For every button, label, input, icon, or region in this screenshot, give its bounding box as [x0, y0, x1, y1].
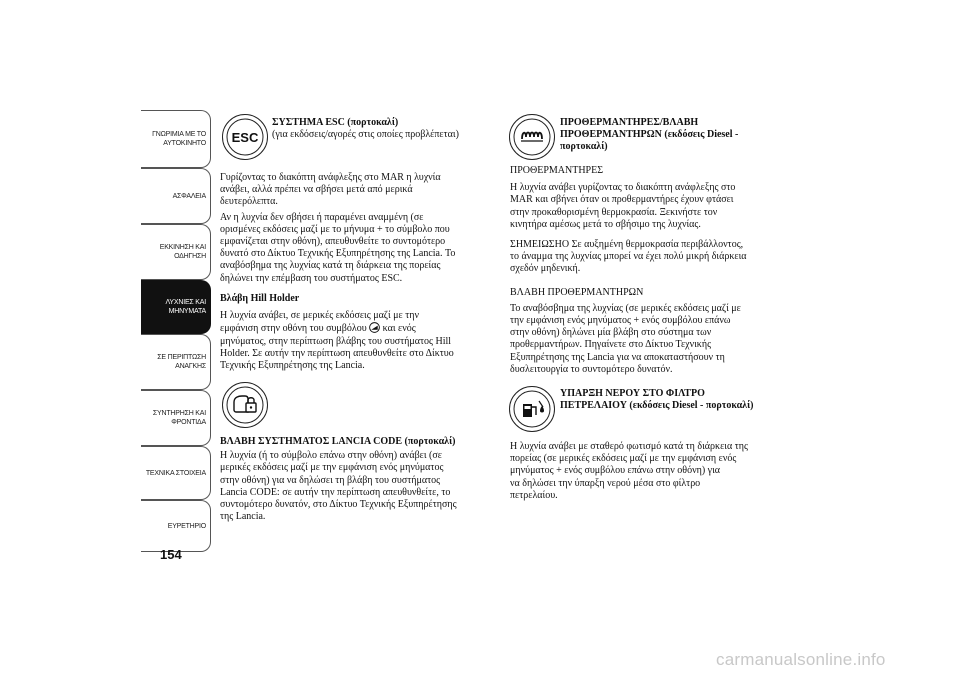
text-line: το άναμμα της λυχνίας μπορεί να έχει πολύ μικρή διάρκεια	[510, 251, 747, 263]
hill-holder-title: Βλάβη Hill Holder	[220, 293, 300, 304]
text-line: κινητήρα αμέσως μετά το σβήσιμο της λυχνίας.	[510, 218, 701, 230]
esc-heading	[272, 117, 459, 141]
text-line: Εξυπηρέτησης της Lancia για να αποκαταστήσουν τη	[510, 351, 725, 363]
tab-starting-driving[interactable]	[141, 224, 211, 280]
text-line: Η λυχνία (ή το σύμβολο επάνω στην οθόνη) ανάβει (σε	[220, 450, 442, 462]
text-line: Το αναβόσβημα της λυχνίας (σε μερικές εκδόσεις μαζί με	[510, 302, 741, 314]
text-line: ανάβει, αλλά πρέπει να σβήσει μετά από μερικά	[220, 184, 413, 196]
text-line: ΠΡΟΘΕΡΜΑΝΤΗΡΩΝ (εκδόσεις Diesel -	[560, 129, 739, 141]
text-line: πορτοκαλί)	[560, 141, 608, 153]
text-line: να δηλώσει την ύπαρξη νερού μέσα στο φίλτρο	[510, 477, 701, 489]
tab-label: ΑΣΦΑΛΕΙΑ	[172, 192, 206, 200]
water-in-fuel-icon	[509, 386, 555, 432]
text-line: Γυρίζοντας το διακόπτη ανάφλεξης στο MAR η λυχνία	[220, 172, 441, 183]
text-line: ΥΠΑΡΞΗ ΝΕΡΟΥ ΣΤΟ ΦΙΛΤΡΟ	[560, 388, 705, 399]
text-line: μηνύματος, στην περίπτωση βλάβης του συστήματος Hill	[220, 335, 452, 347]
text-line: Η λυχνία ανάβει γυρίζοντας το διακόπτη ανάφλεξης στο	[510, 182, 736, 194]
tab-getting-to-know[interactable]	[141, 110, 211, 168]
text-line: Τεχνικής Εξυπηρέτησης της Lancia.	[220, 360, 365, 372]
tab-index[interactable]	[141, 500, 211, 552]
text-line: στην προκαθορισμένη θερμοκρασία. Ξεκινήστε τον	[510, 206, 718, 218]
text-line: Η λυχνία ανάβει με σταθερό φωτισμό κατά τη διάρκεια της	[510, 441, 748, 452]
tab-technical-data[interactable]	[141, 446, 211, 500]
tab-emergency[interactable]	[141, 334, 211, 390]
glow-plug-heading	[560, 117, 738, 154]
water-in-fuel-heading	[560, 388, 754, 412]
tab-label: ΓΝΩΡΙΜΙΑ ΜΕ ΤΟ ΑΥΤΟΚΙΝΗΤΟ	[152, 131, 206, 147]
esc-icon-text: ESC	[231, 130, 259, 145]
text-line: δηλώνει την επέμβαση του συστήματος ESC.	[220, 272, 403, 284]
text-line: Αν η λυχνία δεν σβήσει ή παραμένει αναμμένη (σε	[220, 211, 424, 223]
page-number: 154	[160, 547, 182, 562]
text-line: στην οθόνη) δηλώνει μία βλάβη στο σύστημα των	[510, 327, 712, 339]
text-line: δευτερόλεπτα.	[220, 196, 278, 208]
glow-plug-icon	[509, 114, 555, 160]
tab-label: ΛΥΧΝΙΕΣ ΚΑΙ ΜΗΝΥΜΑΤΑ	[165, 299, 206, 315]
text-line: εμφανίζεται στην οθόνη), απευθυνθείτε το συντομότερο	[220, 236, 446, 248]
hill-holder-icon	[369, 322, 380, 333]
tab-label: ΕΚΚΙΝΗΣΗ ΚΑΙ ΟΔΗΓΗΣΗ	[159, 244, 206, 260]
text-line: πετρελαίου.	[510, 489, 558, 501]
text-line: ορισμένες εκδόσεις μαζί με το μήνυμα + το σύμβολο που	[220, 223, 450, 235]
text-line: δυνατό στο Δίκτυο Τεχνικής Εξυπηρέτησης της Lancia. Το	[220, 248, 456, 260]
text-line: προθερμαντήρων. Πηγαίνετε στο Δίκτυο Τεχνικής	[510, 339, 712, 351]
text-line: στην οθόνη) για να δηλώσει τη βλάβη του συστήματος	[220, 474, 441, 486]
lancia-code-key-icon	[222, 382, 268, 428]
tab-label: ΣΥΝΤΗΡΗΣΗ ΚΑΙ ΦΡΟΝΤΙΔΑ	[152, 410, 206, 426]
lancia-code-title: ΒΛΑΒΗ ΣΥΣΤΗΜΑΤΟΣ LANCIA CODE (πορτοκαλί)	[220, 436, 456, 447]
text-line: πορείας (σε μερικές εκδόσεις μαζί με την εμφάνιση ενός	[510, 453, 737, 465]
text-line: σχεδόν μηδενική.	[510, 263, 581, 275]
text-line: MAR και σβήνει όταν οι προθερμαντήρες έχουν φτάσει	[510, 194, 734, 206]
text-line: ΠΕΤΡΕΛΑΙΟΥ (εκδόσεις Diesel - πορτοκαλί)	[560, 400, 754, 412]
text-line: μερικές εκδόσεις μαζί με την εμφάνιση ενός μηνύματος	[220, 462, 444, 474]
text-line: Holder. Σε αυτήν την περίπτωση απευθυνθείτε στο Δίκτυο	[220, 347, 454, 359]
glow-fault-head: ΒΛΑΒΗ ΠΡΟΘΕΡΜΑΝΤΗΡΩΝ	[510, 286, 644, 298]
text-line	[220, 322, 454, 335]
water-in-fuel-body	[510, 441, 748, 502]
text-line: αναβόσβημα της λυχνίας κατά τη διάρκεια της πορείας	[220, 260, 441, 272]
tab-safety[interactable]	[141, 168, 211, 224]
lancia-code-section	[220, 436, 457, 523]
text-line: Lancia CODE: σε αυτήν την περίπτωση απευθυνθείτε, το	[220, 486, 451, 498]
text-line: Η λυχνία ανάβει, σε μερικές εκδόσεις μαζί με την	[220, 310, 419, 322]
tab-warning-lights[interactable]	[141, 280, 211, 334]
esc-body	[220, 172, 455, 285]
text-line: συντομότερο δυνατόν, στο Δίκτυο Τεχνικής Εξυπηρέτησης	[220, 499, 457, 511]
text-fragment: και ενός	[382, 323, 416, 335]
text-line: ΣΗΜΕΙΩΣΗΟ Σε αυξημένη θερμοκρασία περιβάλλοντος,	[510, 239, 744, 251]
watermark: carmanualsonline.info	[716, 650, 886, 669]
hill-holder-section	[220, 293, 454, 372]
esc-title: ΣΥΣΤΗΜΑ ESC (πορτοκαλί)	[272, 117, 399, 128]
text-line: της Lancia.	[220, 511, 266, 523]
text-fragment: εμφάνιση στην οθόνη του συμβόλου	[220, 323, 367, 335]
text-line: δυσλειτουργία το συντομότερο δυνατόν.	[510, 363, 673, 375]
esc-subtitle: (για εκδόσεις/αγορές στις οποίες προβλέπεται)	[272, 129, 459, 141]
text-line: μηνύματος + ενός συμβόλου επάνω στην οθόνη) για	[510, 465, 721, 477]
esc-warning-icon	[222, 114, 268, 160]
tab-maintenance[interactable]	[141, 390, 211, 446]
tab-label: ΤΕΧΝΙΚΑ ΣΤΟΙΧΕΙΑ	[145, 469, 206, 477]
tab-label: ΣΕ ΠΕΡΙΠΤΩΣΗ ΑΝΑΓΚΗΣ	[157, 354, 206, 370]
text-line: ΠΡΟΘΕΡΜΑΝΤΗΡΕΣ/ΒΛΑΒΗ	[560, 117, 699, 128]
text-line: την εμφάνιση ενός μηνύματος + ενός συμβόλου επάνω	[510, 315, 731, 327]
glow-plug-body	[510, 165, 747, 376]
tab-label: ΕΥΡΕΤΗΡΙΟ	[167, 522, 206, 530]
glow-plug-subhead: ΠΡΟΘΕΡΜΑΝΤΗΡΕΣ	[510, 165, 604, 176]
